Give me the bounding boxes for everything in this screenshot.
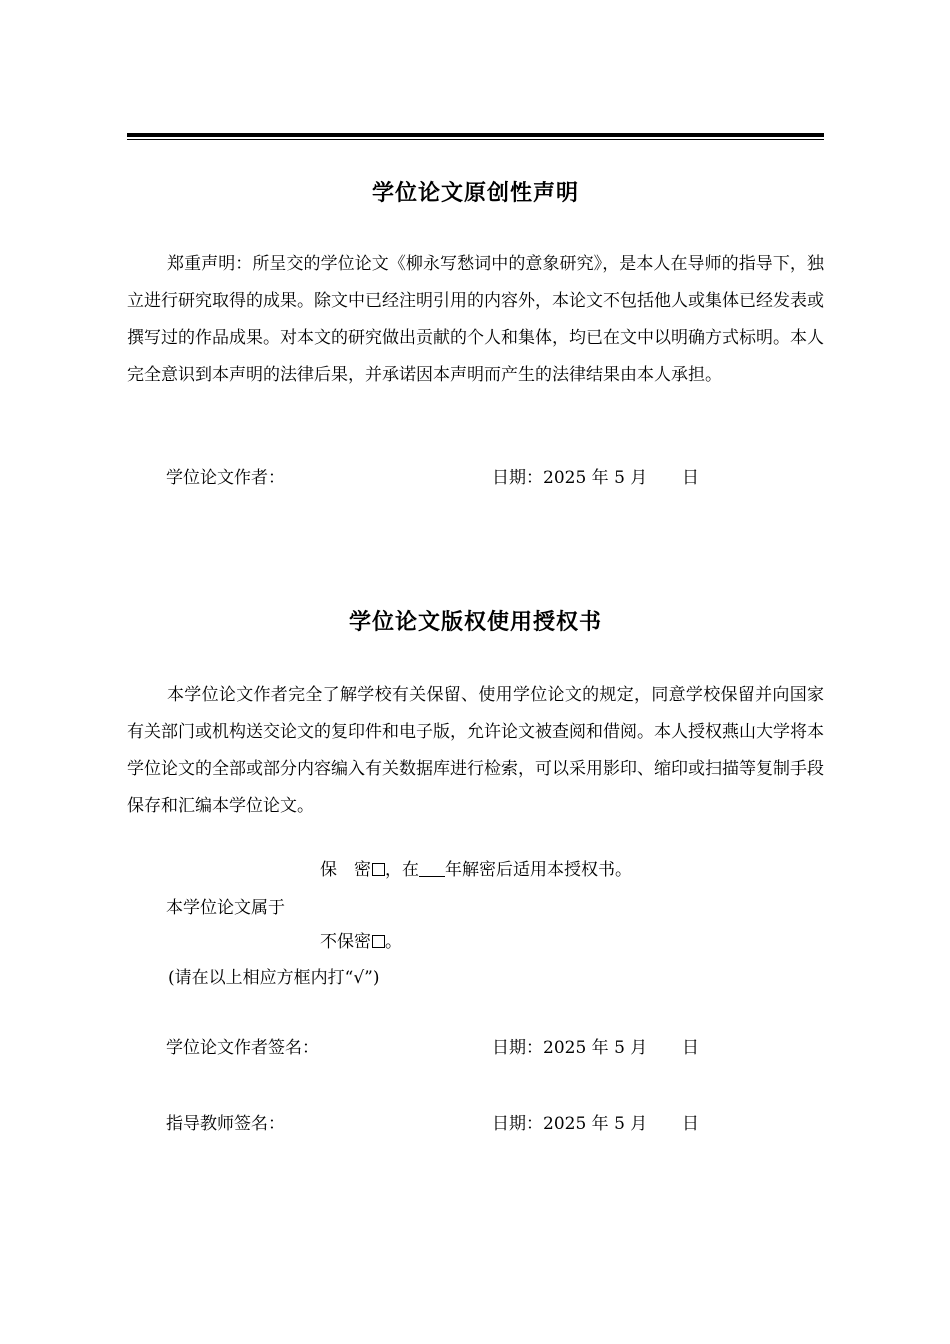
non-secret-option-row (320, 930, 402, 954)
secret-suffix-2: 年解密后适用本授权书。 (445, 860, 632, 880)
author-date-label: 日期：2025 年 5 月 (492, 1038, 648, 1058)
authorization-title: 学位论文版权使用授权书 (348, 610, 602, 635)
declaration-author-label: 学位论文作者： (166, 468, 285, 488)
belongs-label: 本学位论文属于 (166, 898, 285, 918)
header-rule-thick (127, 133, 824, 137)
non-secret-suffix: 。 (385, 932, 402, 952)
secret-suffix-1: ，在 (385, 860, 419, 880)
advisor-sign-label: 指导教师签名： (166, 1114, 285, 1134)
advisor-date-label: 日期：2025 年 5 月 (492, 1114, 648, 1134)
declaration-date-label: 日期：2025 年 5 月 (492, 468, 648, 488)
secret-option-row (320, 858, 632, 882)
advisor-day-label: 日 (682, 1114, 699, 1134)
non-secret-checkbox[interactable] (372, 935, 385, 948)
header-rule-thin (127, 139, 824, 140)
non-secret-label: 不保密 (320, 932, 371, 952)
declaration-body: 郑重声明：所呈交的学位论文《柳永写愁词中的意象研究》，是本人在导师的指导下，独立进行研究取得的成果。除文中已经注明引用的内容外，本论文不包括他人或集体已经发表或撰写过的作品成果。对本文的研究做出贡献的个人和集体，均已在文中以明确方式标明。本人完全意识到本声明的法律后果，并承诺因本声明而产生的法律结果由本人承担。 (127, 254, 824, 385)
authorization-body: 本学位论文作者完全了解学校有关保留、使用学位论文的规定，同意学校保留并向国家有关部门或机构送交论文的复印件和电子版，允许论文被查阅和借阅。本人授权燕山大学将本学位论文的全部或部分内容编入有关数据库进行检索，可以采用影印、缩印或扫描等复制手段保存和汇编本学位论文。 (127, 685, 824, 816)
years-blank[interactable] (419, 860, 445, 877)
secret-checkbox[interactable] (372, 863, 385, 876)
checkbox-instruction: (请在以上相应方框内打“√”) (168, 968, 380, 988)
author-day-label: 日 (682, 1038, 699, 1058)
declaration-title: 学位论文原创性声明 (371, 181, 579, 206)
secret-label: 保 密 (320, 860, 371, 880)
declaration-day-label: 日 (682, 468, 699, 488)
author-sign-label: 学位论文作者签名： (166, 1038, 319, 1058)
